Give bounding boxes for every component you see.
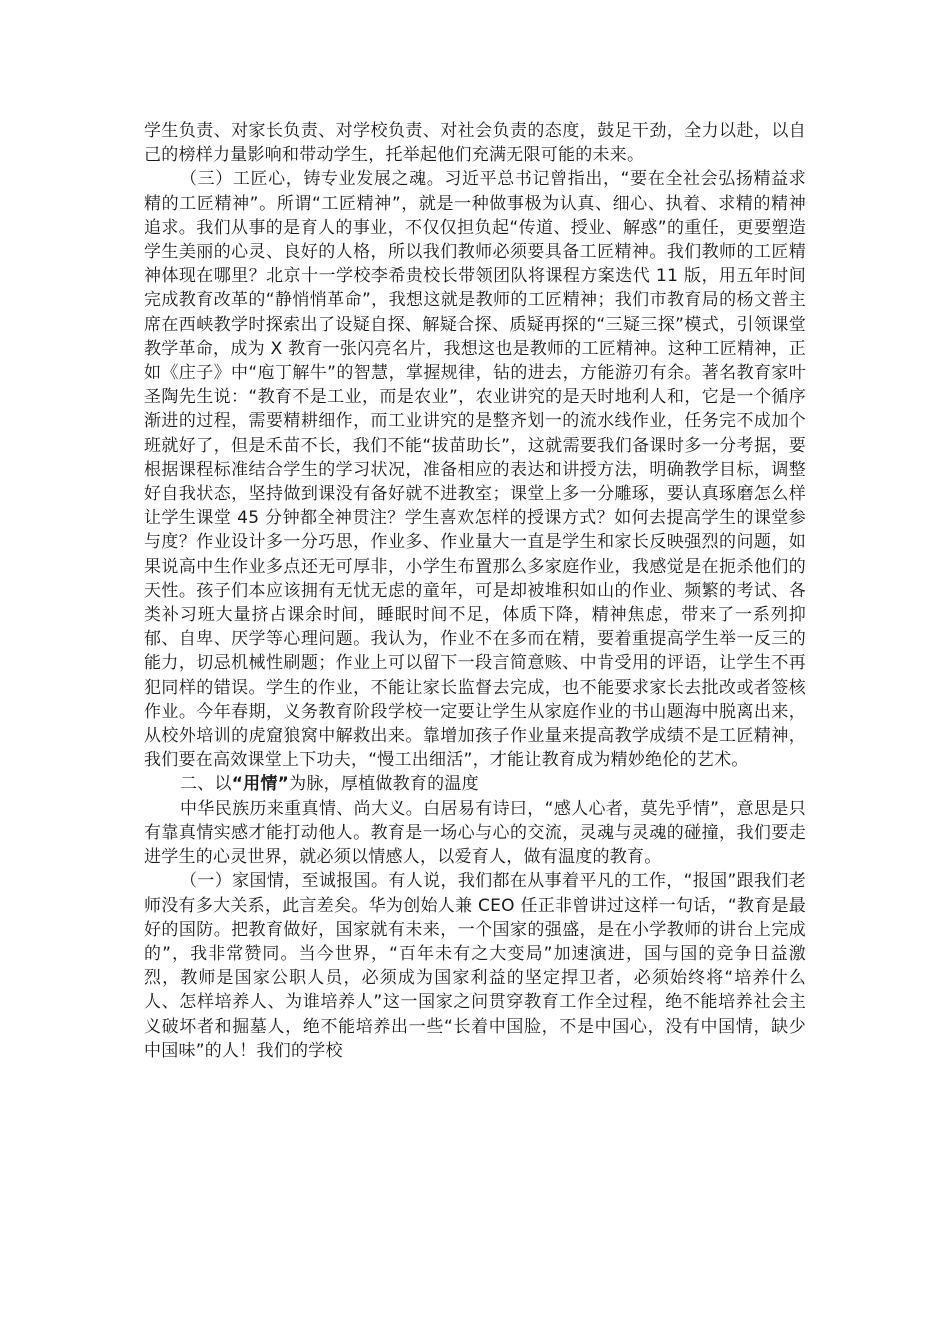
paragraph-patriotism: （一）家国情，至诚报国。有人说，我们都在从事着平凡的工作，“报国”跟我们老师没有多大关系，此言差矣。华为创始人兼 CEO 任正非曾讲过这样一句话，“教育是最好的国防。把教育做好，国家就有未来，一个国家的强盛，是在小学教师的讲台上完成的”，我非常赞同。当今世界，“百年未有之大变局”加速演进，国与国的竞争日益激烈，教师是国家公职人员，必须成为国家利益的坚定捍卫者，必须始终将“培养什么人、怎样培养人、为谁培养人”这一国家之问贯穿教育工作全过程，绝不能培养社会主义破坏者和掘墓人，绝不能培养出一些“长着中国脸，不是中国心，没有中国情，缺少中国味”的人！我们的学校 xyxy=(144,871,806,1061)
paragraph-continuation: 学生负责、对家长负责、对学校负责、对社会负责的态度，鼓足干劲，全力以赴，以自己的榜样力量影响和带动学生，托举起他们充满无限可能的未来。 xyxy=(144,121,806,166)
heading-suffix: 为脉，厚植做教育的温度 xyxy=(289,774,479,795)
heading-prefix: 二、以 xyxy=(180,774,232,795)
paragraph-true-feelings: 中华民族历来重真情、尚大义。白居易有诗曰，“感人心者，莫先乎情”，意思是只有靠真情实感才能打动他人。教育是一场心与心的交流，灵魂与灵魂的碰撞，我们要走进学生的心灵世界，就必须以情感人，以爱育人，做有温度的教育。 xyxy=(144,798,806,868)
paragraph-craftsman-spirit: （三）工匠心，铸专业发展之魂。习近平总书记曾指出，“要在全社会弘扬精益求精的工匠精神”。所谓“工匠精神”，就是一种做事极为认真、细心、执着、求精的精神追求。我们从事的是育人的事业，不仅仅担负起“传道、授业、解惑”的重任，更要塑造学生美丽的心灵、良好的人格，所以我们教师必须要具备工匠精神。我们教师的工匠精神体现在哪里？北京十一学校李希贵校长带领团队将课程方案迭代 11 版，用五年时间完成教育改革的“静悄悄革命”，我想这就是教师的工匠精神；我们市教育局的杨文普主席在西峡教学时探索出了设疑自探、解疑合探、质疑再探的“三疑三探”模式，引领课堂教学革命，成为 X 教育一张闪亮名片，我想这也是教师的工匠精神。这种工匠精神，正如《庄子》中“庖丁解牛”的智慧，掌握规律，钻的进去，方能游刃有余。著名教育家叶圣陶先生说：“教育不是工业，而是农业”，农业讲究的是天时地利人和，它是一个循序渐进的过程，需要精耕细作，而工业讲究的是整齐划一的流水线作业，任务完不成加个班就好了，但是禾苗不长，我们不能“拔苗助长”，这就需要我们备课时多一分考据，要根据课程标准结合学生的学习状况，准备相应的表达和讲授方法，明确教学目标，调整好自我状态，坚持做到课没有备好就不进教室；课堂上多一分雕琢，要认真琢磨怎么样让学生课堂 45 分钟都全神贯注？学生喜欢怎样的授课方式？如何去提高学生的课堂参与度？作业设计多一分巧思，作业多、作业量大一直是学生和家长反映强烈的问题，如果说高中生作业多点还无可厚非，小学生布置那么多家庭作业，我感觉是在扼杀他们的天性。孩子们本应该拥有无忧无虑的童年，可是却被堆积如山的作业、频繁的考试、各类补习班大量挤占课余时间，睡眠时间不足，体质下降，精神焦虑，带来了一系列抑郁、自卑、厌学等心理问题。我认为，作业不在多而在精，要着重提高学生举一反三的能力，切忌机械性刷题；作业上可以留下一段言简意赅、中肯受用的评语，让学生不再犯同样的错误。学生的作业，不能让家长监督去完成，也不能要求家长去批改或者签核作业。今年春期，义务教育阶段学校一定要让学生从家庭作业的书山题海中脱离出来，从校外培训的虎窟狼窝中解救出来。靠增加孩子作业量来提高教学成绩不是工匠精神，我们要在高效课堂上下功夫，“慢工出细活”，才能让教育成为精妙绝伦的艺术。 xyxy=(144,169,806,771)
document-page xyxy=(144,119,806,1063)
heading-quoted-term: “用情” xyxy=(231,774,290,795)
section-heading-two xyxy=(144,772,806,796)
